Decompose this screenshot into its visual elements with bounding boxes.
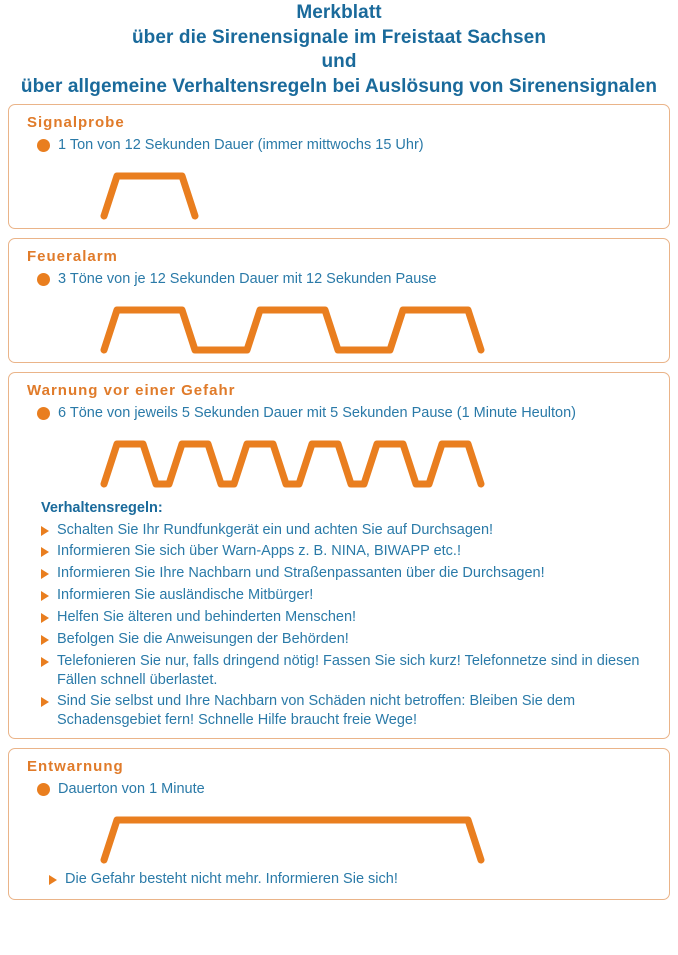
rule-item — [41, 691, 659, 732]
section-heading-warnung: Warnung vor einer Gefahr — [27, 382, 236, 399]
filled-circle-icon — [37, 783, 50, 796]
triangle-bullet-icon — [41, 526, 49, 536]
signal-description-signalprobe: 1 Ton von 12 Sekunden Dauer (immer mittwochs 15 Uhr) — [58, 136, 424, 153]
filled-circle-icon — [37, 139, 50, 152]
section-heading-entwarnung: Entwarnung — [27, 757, 124, 775]
section-heading-feueralarm: Feueralarm — [27, 247, 118, 265]
triangle-bullet-icon — [41, 657, 49, 667]
rule-text: Informieren Sie ausländische Mitbürger! — [57, 587, 314, 604]
title-line-4: über allgemeine Verhaltensregeln bei Auslösung von Sirenensignalen — [20, 76, 658, 98]
rule-item — [41, 519, 659, 541]
signal-waveform-feueralarm — [19, 294, 659, 356]
section-card-feueralarm — [8, 238, 670, 363]
title-line-1: Merkblatt — [296, 2, 382, 23]
rule-text: Schalten Sie Ihr Rundfunkgerät ein und achten Sie auf Durchsagen! — [57, 521, 494, 538]
rule-text: Sind Sie selbst und Ihre Nachbarn von Schäden nicht betroffen: Bleiben Sie dem Schadensgebiet fern! Schnelle Hilfe braucht freie Wege! — [57, 693, 576, 729]
section-card-entwarnung — [8, 748, 670, 900]
signal-waveform-warnung — [19, 428, 659, 490]
entwarnung-footer-text: Die Gefahr besteht nicht mehr. Informieren Sie sich! — [65, 870, 398, 887]
rule-text: Informieren Sie Ihre Nachbarn und Straßenpassanten über die Durchsagen! — [57, 565, 545, 582]
signal-description-entwarnung: Dauerton von 1 Minute — [58, 780, 205, 797]
triangle-bullet-icon — [41, 591, 49, 601]
rule-text: Informieren Sie sich über Warn-Apps z. B. NINA, BIWAPP etc.! — [57, 543, 461, 560]
title-line-3: und — [321, 51, 357, 73]
signal-description-row-signalprobe — [37, 136, 659, 154]
signal-description-row-warnung — [37, 404, 659, 422]
filled-circle-icon — [37, 407, 50, 420]
rule-item — [41, 650, 659, 691]
rules-title: Verhaltensregeln: — [41, 500, 163, 517]
triangle-bullet-icon — [41, 569, 49, 579]
triangle-bullet-icon — [41, 547, 49, 557]
rule-item — [41, 628, 659, 650]
triangle-bullet-icon — [41, 697, 49, 707]
triangle-bullet-icon — [49, 875, 57, 885]
entwarnung-footer-note — [49, 870, 659, 889]
signal-description-feueralarm: 3 Töne von je 12 Sekunden Dauer mit 12 Sekunden Pause — [58, 270, 437, 287]
rule-text: Telefonieren Sie nur, falls dringend nötig! Fassen Sie sich kurz! Telefonnetze sind in diesen Fällen schnell überlastet. — [57, 652, 640, 688]
triangle-bullet-icon — [41, 635, 49, 645]
section-card-warnung — [8, 372, 670, 739]
rule-text: Befolgen Sie die Anweisungen der Behörden! — [57, 630, 349, 647]
rule-text: Helfen Sie älteren und behinderten Menschen! — [57, 609, 357, 625]
triangle-bullet-icon — [41, 613, 49, 623]
signal-description-row-entwarnung — [37, 780, 659, 798]
filled-circle-icon — [37, 273, 50, 286]
signal-waveform-signalprobe — [19, 160, 659, 222]
rule-item — [41, 563, 659, 585]
page-title — [0, 0, 678, 104]
rule-item — [41, 585, 659, 607]
section-heading-signalprobe: Signalprobe — [27, 113, 125, 131]
title-line-2: über die Sirenensignale im Freistaat Sachsen — [131, 26, 547, 48]
rule-item — [41, 541, 659, 563]
section-card-signalprobe — [8, 104, 670, 229]
signal-description-warnung: 6 Töne von jeweils 5 Sekunden Dauer mit 5 Sekunden Pause (1 Minute Heulton) — [58, 405, 577, 421]
signal-waveform-entwarnung — [19, 804, 659, 866]
rule-item — [41, 607, 659, 629]
signal-description-row-feueralarm — [37, 270, 659, 288]
